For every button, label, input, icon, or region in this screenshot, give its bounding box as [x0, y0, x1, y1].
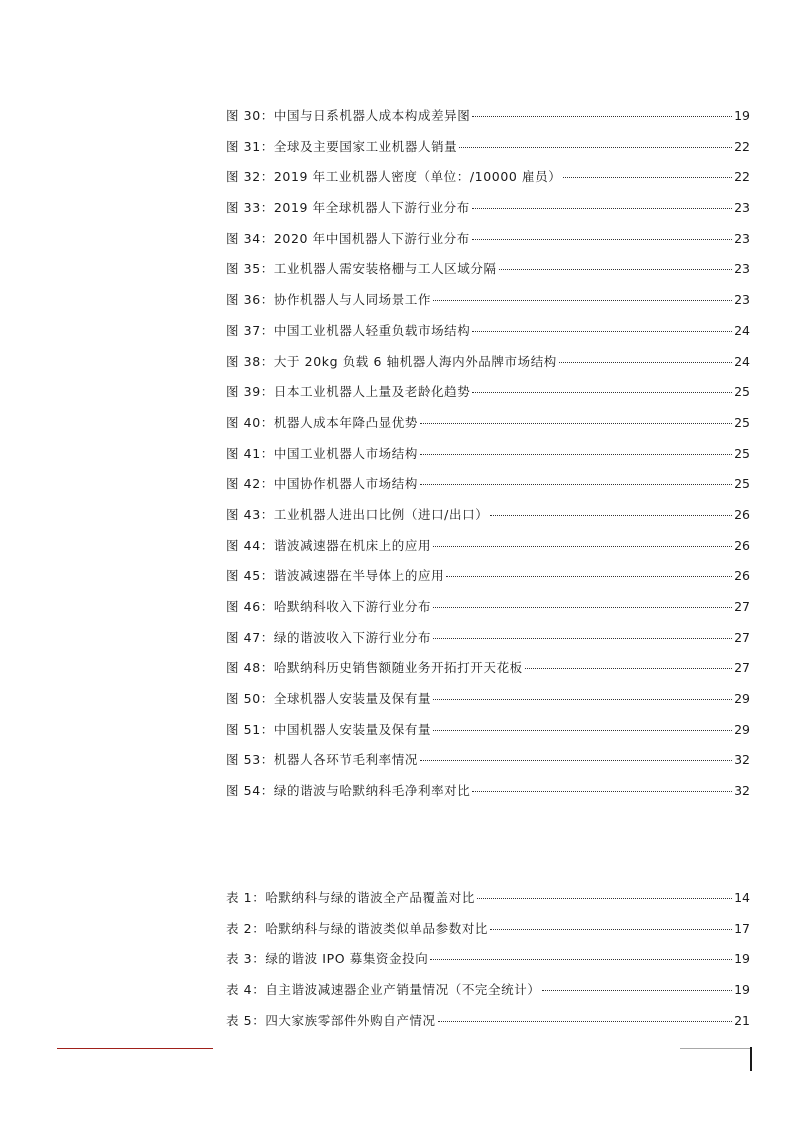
toc-entry-label: 图 31：全球及主要国家工业机器人销量 — [226, 138, 458, 154]
toc-entry-label: 图 47：绿的谐波收入下游行业分布 — [226, 629, 432, 645]
toc-dot-leader — [472, 115, 732, 117]
toc-entry-label: 图 54：绿的谐波与哈默纳科毛净利率对比 — [226, 783, 471, 799]
footer-vertical-bar — [750, 1047, 752, 1071]
toc-entry-table-1[interactable] — [226, 888, 750, 919]
toc-dot-leader — [433, 299, 732, 301]
toc-entry-fig-47[interactable] — [226, 628, 750, 659]
toc-entry-fig-40[interactable] — [226, 413, 750, 444]
toc-entry-label: 图 38：大于 20kg 负载 6 轴机器人海内外品牌市场结构 — [226, 353, 557, 369]
toc-entry-label: 图 34：2020 年中国机器人下游行业分布 — [226, 230, 470, 246]
toc-dot-leader — [472, 790, 732, 792]
toc-entry-page: 26 — [734, 537, 750, 553]
toc-entry-label: 图 42：中国协作机器人市场结构 — [226, 476, 418, 492]
toc-entry-page: 24 — [734, 353, 750, 369]
toc-entry-table-3[interactable] — [226, 949, 750, 980]
toc-entry-page: 19 — [734, 108, 750, 123]
toc-entry-fig-46[interactable] — [226, 597, 750, 628]
figures-toc — [226, 106, 750, 812]
toc-dot-leader — [472, 330, 732, 332]
toc-entry-page: 23 — [734, 261, 750, 277]
toc-dot-leader — [420, 453, 732, 455]
toc-dot-leader — [563, 176, 732, 178]
footer-gray-line — [680, 1048, 750, 1049]
toc-dot-leader — [446, 575, 732, 577]
toc-entry-label: 表 5：四大家族零部件外购自产情况 — [226, 1012, 436, 1028]
toc-entry-page: 24 — [734, 322, 750, 338]
toc-entry-fig-39[interactable] — [226, 382, 750, 413]
toc-entry-label: 图 53：机器人各环节毛利率情况 — [226, 752, 418, 768]
toc-entry-page: 23 — [734, 292, 750, 308]
toc-dot-leader — [459, 146, 732, 148]
toc-entry-label: 图 46：哈默纳科收入下游行业分布 — [226, 599, 432, 614]
toc-entry-page: 26 — [734, 506, 750, 522]
toc-entry-fig-51[interactable] — [226, 720, 750, 751]
toc-dot-leader — [472, 391, 732, 393]
toc-entry-label: 图 43：工业机器人进出口比例（进口/出口） — [226, 506, 489, 522]
toc-entry-page: 25 — [734, 445, 750, 461]
toc-entry-fig-30[interactable] — [226, 106, 750, 137]
toc-entry-page: 32 — [734, 783, 750, 799]
toc-entry-label: 图 48：哈默纳科历史销售额随业务开拓打开天花板 — [226, 660, 523, 676]
toc-dot-leader — [472, 207, 732, 209]
toc-entry-label: 表 1：哈默纳科与绿的谐波全产品覆盖对比 — [226, 890, 475, 905]
toc-entry-label: 图 51：中国机器人安装量及保有量 — [226, 721, 432, 737]
toc-entry-page: 19 — [734, 951, 750, 967]
toc-entry-label: 图 37：中国工业机器人轻重负载市场结构 — [226, 322, 471, 338]
toc-entry-fig-35[interactable] — [226, 259, 750, 290]
toc-entry-page: 14 — [734, 890, 750, 905]
toc-entry-fig-53[interactable] — [226, 750, 750, 781]
toc-entry-page: 25 — [734, 476, 750, 492]
toc-entry-page: 29 — [734, 721, 750, 737]
toc-entry-fig-34[interactable] — [226, 229, 750, 260]
toc-dot-leader — [433, 606, 732, 608]
toc-dot-leader — [542, 989, 732, 991]
toc-entry-page: 27 — [734, 660, 750, 676]
toc-entry-label: 图 41：中国工业机器人市场结构 — [226, 445, 418, 461]
toc-dot-leader — [420, 483, 732, 485]
toc-entry-fig-54[interactable] — [226, 781, 750, 812]
toc-entry-label: 图 30：中国与日系机器人成本构成差异图 — [226, 108, 471, 123]
toc-entry-page: 29 — [734, 691, 750, 707]
toc-entry-label: 图 33：2019 年全球机器人下游行业分布 — [226, 200, 470, 216]
toc-entry-table-5[interactable] — [226, 1011, 750, 1042]
tables-toc — [226, 888, 750, 1041]
toc-entry-label: 图 45：谐波减速器在半导体上的应用 — [226, 568, 445, 584]
toc-entry-page: 32 — [734, 752, 750, 768]
toc-dot-leader — [499, 268, 733, 270]
toc-entry-fig-33[interactable] — [226, 198, 750, 229]
toc-entry-page: 23 — [734, 200, 750, 216]
toc-entry-page: 19 — [734, 982, 750, 998]
toc-entry-page: 26 — [734, 568, 750, 584]
toc-entry-fig-37[interactable] — [226, 321, 750, 352]
toc-dot-leader — [420, 422, 732, 424]
toc-entry-label: 图 36：协作机器人与人同场景工作 — [226, 292, 432, 308]
toc-entry-label: 表 4：自主谐波减速器企业产销量情况（不完全统计） — [226, 982, 541, 998]
toc-dot-leader — [433, 698, 732, 700]
toc-entry-label: 图 50：全球机器人安装量及保有量 — [226, 691, 432, 707]
toc-dot-leader — [490, 514, 732, 516]
toc-entry-label: 图 44：谐波减速器在机床上的应用 — [226, 537, 432, 553]
toc-entry-page: 17 — [734, 920, 750, 936]
toc-entry-page: 23 — [734, 230, 750, 246]
toc-entry-fig-41[interactable] — [226, 444, 750, 475]
toc-entry-fig-50[interactable] — [226, 689, 750, 720]
toc-entry-fig-38[interactable] — [226, 352, 750, 383]
toc-entry-fig-45[interactable] — [226, 566, 750, 597]
toc-entry-table-2[interactable] — [226, 919, 750, 950]
toc-entry-label: 表 3：绿的谐波 IPO 募集资金投向 — [226, 951, 429, 967]
toc-entry-page: 25 — [734, 414, 750, 430]
toc-entry-page: 22 — [734, 138, 750, 154]
toc-dot-leader — [559, 361, 732, 363]
toc-entry-fig-32[interactable] — [226, 167, 750, 198]
toc-entry-page: 27 — [734, 629, 750, 645]
toc-entry-fig-43[interactable] — [226, 505, 750, 536]
toc-entry-page: 22 — [734, 169, 750, 185]
toc-entry-page: 21 — [734, 1012, 750, 1028]
toc-dot-leader — [433, 545, 732, 547]
toc-entry-label: 图 40：机器人成本年降凸显优势 — [226, 414, 418, 430]
toc-entry-fig-44[interactable] — [226, 536, 750, 567]
toc-dot-leader — [477, 897, 732, 899]
toc-entry-label: 图 39：日本工业机器人上量及老龄化趋势 — [226, 384, 471, 400]
toc-entry-fig-31[interactable] — [226, 137, 750, 168]
toc-dot-leader — [490, 928, 732, 930]
toc-entry-fig-42[interactable] — [226, 474, 750, 505]
toc-dot-leader — [438, 1020, 732, 1022]
toc-entry-label: 表 2：哈默纳科与绿的谐波类似单品参数对比 — [226, 920, 489, 936]
toc-entry-fig-48[interactable] — [226, 658, 750, 689]
footer-accent-line — [57, 1048, 213, 1049]
toc-dot-leader — [472, 238, 732, 240]
toc-dot-leader — [525, 667, 732, 669]
toc-entry-table-4[interactable] — [226, 980, 750, 1011]
toc-dot-leader — [420, 759, 732, 761]
toc-entry-page: 25 — [734, 384, 750, 400]
toc-entry-label: 图 35：工业机器人需安装格栅与工人区域分隔 — [226, 261, 497, 277]
toc-dot-leader — [433, 729, 732, 731]
toc-dot-leader — [433, 637, 732, 639]
toc-entry-page: 27 — [734, 599, 750, 614]
toc-entry-label: 图 32：2019 年工业机器人密度（单位：/10000 雇员） — [226, 169, 562, 185]
toc-dot-leader — [430, 958, 732, 960]
toc-entry-fig-36[interactable] — [226, 290, 750, 321]
